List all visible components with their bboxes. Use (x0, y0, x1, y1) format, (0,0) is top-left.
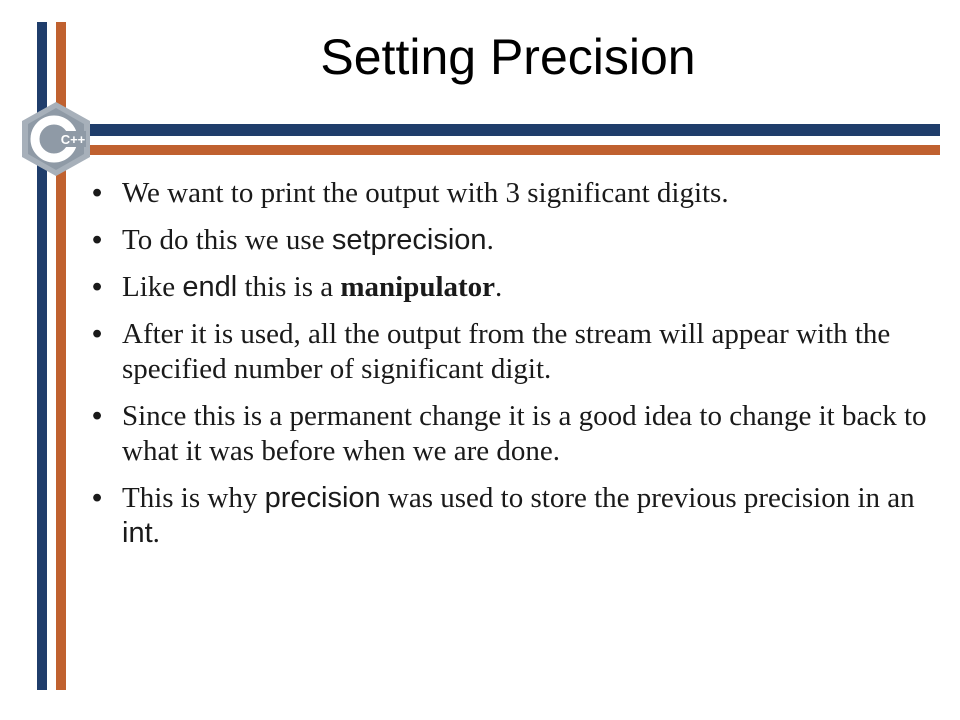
bullet-text: We want to print the output with 3 significant digits. (122, 177, 729, 209)
bullet-text: This is why (122, 482, 265, 514)
bullet-text: precision (264, 482, 381, 514)
bullet-text: setprecision (331, 224, 487, 256)
bullet-text: . (486, 224, 494, 256)
bullet-dot-icon: • (92, 318, 103, 350)
horizontal-rule-orange (90, 145, 940, 155)
bullet-item (92, 317, 932, 387)
bullet-dot-icon: • (92, 400, 103, 432)
cpp-logo-icon (20, 100, 92, 178)
bullet-text: To do this we use (122, 224, 332, 256)
bullet-text: . (152, 517, 160, 549)
bullet-item (92, 270, 932, 305)
bullet-dot-icon: • (92, 177, 103, 209)
logo-text: C++ (60, 132, 86, 147)
slide-title: Setting Precision (320, 29, 696, 85)
bullet-text: After it is used, all the output from the stream will appear with the specified number of significant digit. (122, 318, 891, 385)
bullet-dot-icon: • (92, 271, 103, 303)
bullet-text: int (122, 517, 153, 549)
bullet-text: this is a (237, 271, 341, 303)
bullet-text: Like (122, 271, 183, 303)
bullet-text: Since this is a permanent change it is a good idea to change it back to what it was before when we are done. (122, 400, 927, 467)
horizontal-rule-blue (90, 124, 940, 136)
bullet-item (92, 176, 932, 211)
bullet-text: was used to store the previous precision in an (380, 482, 915, 514)
bullet-dot-icon: • (92, 224, 103, 256)
bullet-list (92, 176, 932, 563)
bullet-item (92, 223, 932, 258)
bullet-item (92, 481, 932, 551)
bullet-text: manipulator (340, 271, 496, 303)
bullet-text: endl (182, 271, 238, 303)
bullet-dot-icon: • (92, 482, 103, 514)
bullet-text: . (495, 271, 503, 303)
bullet-item (92, 399, 932, 469)
